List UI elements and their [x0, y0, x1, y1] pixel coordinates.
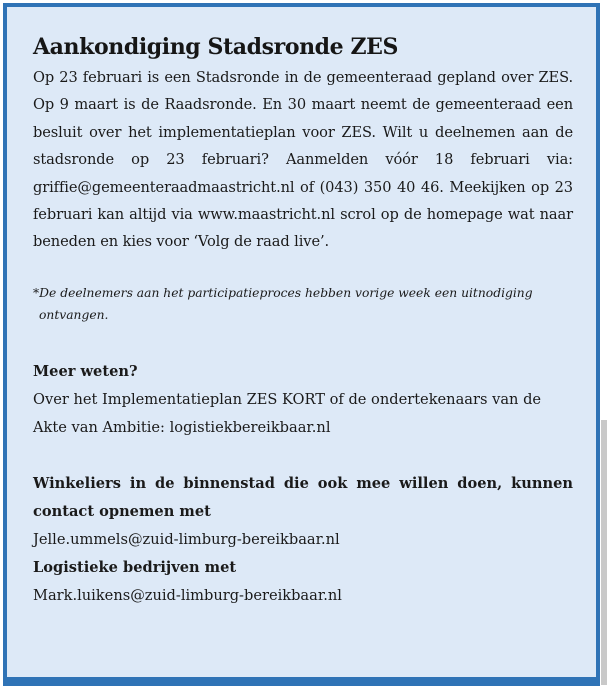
logistics-contact-email[interactable]: Mark.luikens@zuid-limburg-bereikbaar.nl	[33, 586, 342, 604]
scrollbar-track[interactable]	[601, 420, 607, 685]
announcement-intro: Op 23 februari is een Stadsronde in de gemeenteraad gepland over ZES. Op 9 maart is de Raadsronde. En 30 maart neemt de gemeenteraad een besluit over het implementatieplan voor ZES. Wilt u deelnemen aan de stadsronde op 23 februari? Aanmelden vóór 18 februari via: griffie@gemeenteraadmaastricht.nl of (043) 350 40 46. Meekijken op 23 februari kan altijd via www.maastricht.nl scrol op de homepage wat naar beneden en kies voor ‘Volg de raad live’.	[33, 69, 573, 251]
participant-note	[33, 282, 573, 326]
logistics-contact-title: Logistieke bedrijven met	[33, 558, 237, 576]
more-info-text: Over het Implementatieplan ZES KORT of de ondertekenaars van de Akte van Ambitie: logistiekbereikbaar.nl	[33, 390, 542, 436]
shops-contact-email[interactable]: Jelle.ummels@zuid-limburg-bereikbaar.nl	[33, 530, 340, 548]
announcement-content	[33, 32, 573, 610]
participant-note-line1: *De deelnemers aan het participatieproces hebben vorige week een uitnodiging	[33, 285, 533, 300]
announcement-title: Aankondiging Stadsronde ZES	[33, 34, 399, 60]
more-info-title: Meer weten?	[33, 362, 138, 380]
shops-contact-title: Winkeliers in de binnenstad die ook mee willen doen, kunnen contact opnemen met	[33, 474, 573, 520]
participant-note-line2: ontvangen.	[39, 307, 109, 322]
